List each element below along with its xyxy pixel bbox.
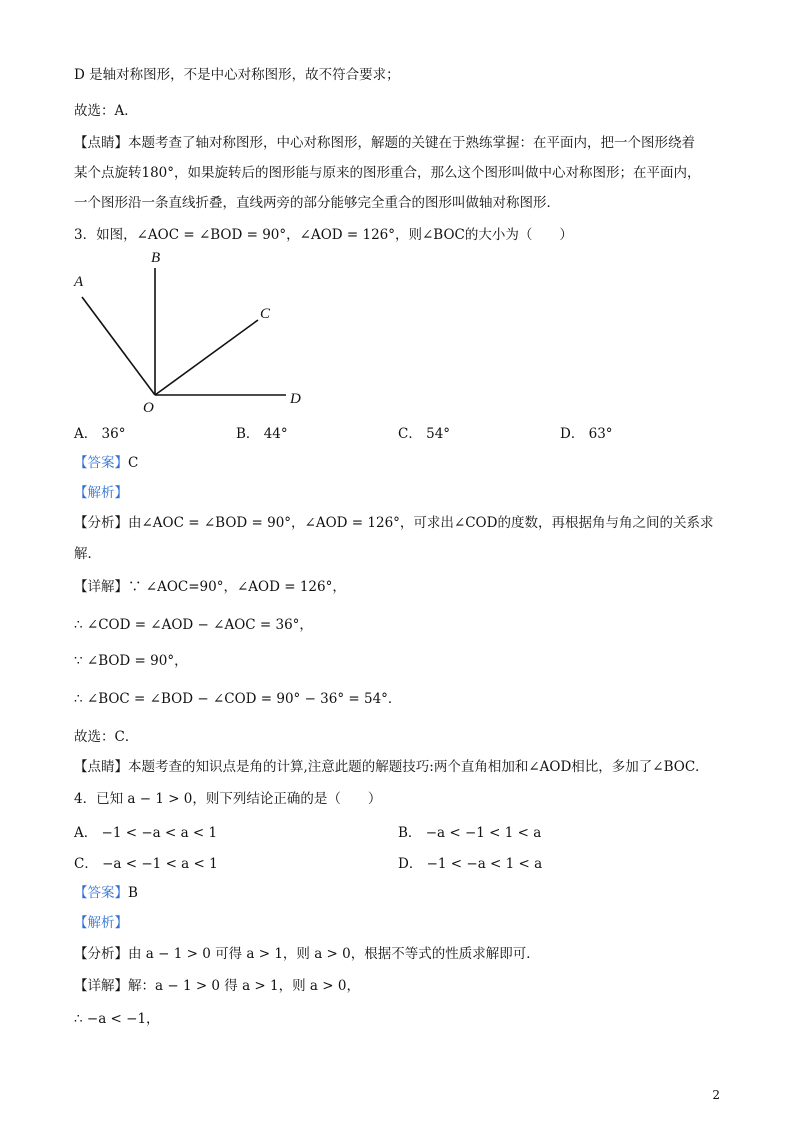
answer-value: B <box>128 885 138 901</box>
q3-analysis-tag: 【解析】 <box>74 485 128 501</box>
q3-option-b: B． 44° <box>236 426 288 442</box>
ray-OC <box>155 320 258 395</box>
q4-option-c: C． −a < −1 < a < 1 <box>74 856 218 872</box>
answer-tag: 【答案】 <box>74 455 128 471</box>
q3-text-line: 【点睛】本题考查的知识点是角的计算,注意此题的解题技巧:两个直角相加和∠AOD相比，多加了∠BOC． <box>74 759 709 775</box>
text-line: 【点睛】本题考查了轴对称图形，中心对称图形，解题的关键在于熟练掌握：在平面内，把一个图形绕着 <box>74 135 695 151</box>
answer-value: C <box>128 455 139 471</box>
q3-text-line: ∴ ∠BOC = ∠BOD − ∠COD = 90° − 36° = 54°． <box>74 691 402 707</box>
text-line: 故选：A． <box>74 103 138 119</box>
q3-text-line: 【分析】由∠AOC = ∠BOD = 90°，∠AOD = 126°，可求出∠COD的度数，再根据角与角之间的关系求 <box>74 515 714 531</box>
label-O: O <box>143 400 154 416</box>
q4-answer <box>74 884 138 902</box>
q3-option-a: A． 36° <box>74 426 126 442</box>
q3-answer <box>74 454 138 472</box>
q3-text-line: 故选：C． <box>74 729 139 745</box>
text-line: 一个图形沿一条直线折叠，直线两旁的部分能够完全重合的图形叫做轴对称图形． <box>74 195 560 211</box>
page-number: 2 <box>712 1088 720 1102</box>
q3-text-line: 【详解】∵ ∠AOC=90°，∠AOD = 126°， <box>74 579 346 595</box>
label-A: A <box>74 274 84 290</box>
text-line: D 是轴对称图形，不是中心对称图形，故不符合要求； <box>74 67 400 83</box>
q4-text-line: 【分析】由 a − 1 > 0 可得 a > 1，则 a > 0，根据不等式的性质求解即可． <box>74 946 540 962</box>
q3-option-c: C． 54° <box>398 426 451 442</box>
ray-OA <box>82 297 155 395</box>
q3-text-line: 解． <box>74 546 101 562</box>
q4-text-line: 【详解】解：a − 1 > 0 得 a > 1，则 a > 0， <box>74 978 360 994</box>
answer-tag: 【答案】 <box>74 885 128 901</box>
q4-option-b: B． −a < −1 < 1 < a <box>398 825 542 841</box>
q4-text-line: ∴ −a < −1， <box>74 1011 160 1027</box>
label-D: D <box>290 391 301 407</box>
text-line: 某个点旋转180°，如果旋转后的图形能与原来的图形重合，那么这个图形叫做中心对称图形；在平面内， <box>74 165 701 181</box>
label-C: C <box>260 306 271 322</box>
q3-text-line: ∴ ∠COD = ∠AOD − ∠AOC = 36°， <box>74 617 313 633</box>
question-3-stem: 3．如图，∠AOC = ∠BOD = 90°，∠AOD = 126°，则∠BOC的大小为（ ） <box>74 227 573 243</box>
label-B: B <box>151 250 161 266</box>
q4-analysis-tag: 【解析】 <box>74 915 128 931</box>
q3-option-d: D． 63° <box>560 426 613 442</box>
q4-option-d: D． −1 < −a < 1 < a <box>398 856 543 872</box>
question-4-stem: 4．已知 a − 1 > 0，则下列结论正确的是（ ） <box>74 791 382 807</box>
q3-text-line: ∵ ∠BOD = 90°， <box>74 653 188 669</box>
q4-option-a: A． −1 < −a < a < 1 <box>74 825 218 841</box>
